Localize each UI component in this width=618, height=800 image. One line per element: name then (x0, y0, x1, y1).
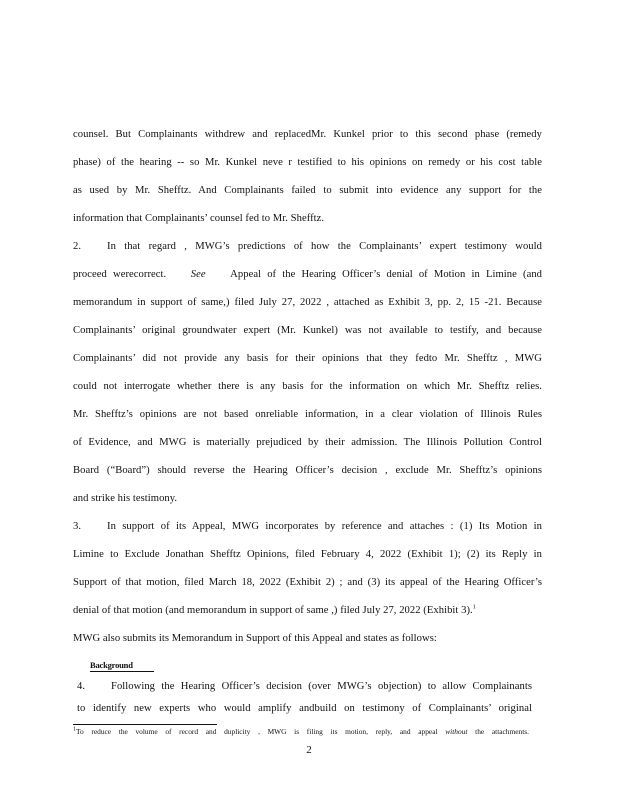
body-line: MWG also submits its Memorandum in Support of this Appeal and states as follows: (73, 633, 437, 644)
body-line: and strike his testimony. (73, 493, 178, 504)
paragraph-4-line: 4. Following the Hearing Officer’s decision (over MWG’s objection) to allow Complainants (77, 681, 532, 692)
paragraph-number: 2. (73, 241, 82, 252)
paragraph-number: 3. (73, 521, 82, 532)
paragraph-3-line: 3. In support of its Appeal, MWG incorporates by reference and attaches : (1) Its Motion in (73, 521, 542, 532)
heading-underline (90, 671, 154, 672)
body-line: phase) of the hearing -- so Mr. Kunkel neve r testified to his opinions on remedy or his cost table (73, 157, 542, 168)
footnote-separator (73, 724, 217, 725)
section-heading: Background (90, 660, 133, 670)
body-line: Complainants’ did not provide any basis for their opinions that they fedto Mr. Shefftz , MWG (73, 353, 542, 364)
footnote: $^1$To reduce the volume of record and duplicity , MWG is filing its motion, reply, and appeal without the attachments. (73, 726, 530, 736)
body-line: memorandum in support of same,) filed July 27, 2022 , attached as Exhibit 3, pp. 2, 15 -21. Because (73, 297, 542, 308)
body-line: information that Complainants’ counsel fed to Mr. Shefftz. (73, 213, 325, 224)
page-number: 2 (306, 744, 312, 756)
paragraph-2-line: 2. In that regard , MWG’s predictions of how the Complainants’ expert testimony would (73, 241, 542, 252)
body-line: Support of that motion, filed March 18, 2022 (Exhibit 2) ; and (3) its appeal of the Hearing Officer’s (73, 577, 542, 588)
paragraph-number: 4. (77, 681, 86, 692)
body-line: Complainants’ original groundwater expert (Mr. Kunkel) was not available to testify, and because (73, 325, 542, 336)
body-line: of Evidence, and MWG is materially prejudiced by their admission. The Illinois Pollution Control (73, 437, 542, 448)
body-line: Board (“Board”) should reverse the Hearing Officer’s decision , exclude Mr. Shefftz’s opinions (73, 465, 542, 476)
body-line: proceed werecorrect. See Appeal of the Hearing Officer’s denial of Motion in Limine (and (73, 269, 543, 280)
footnote-reference[interactable]: 1 (472, 604, 476, 611)
body-line: as used by Mr. Shefftz. And Complainants failed to submit into evidence any support for the (73, 185, 542, 196)
body-line: Limine to Exclude Jonathan Shefftz Opinions, filed February 4, 2022 (Exhibit 1); (2) its Reply in (73, 549, 542, 560)
body-line: Mr. Shefftz’s opinions are not based onreliable information, in a clear violation of Illinois Rules (73, 409, 542, 420)
body-line: counsel. But Complainants withdrew and replacedMr. Kunkel prior to this second phase (remedy (73, 129, 542, 140)
body-line: could not interrogate whether there is any basis for the information on which Mr. Shefftz relies. (73, 381, 542, 392)
citation-signal: See (190, 269, 206, 280)
body-line: to identify new experts who would amplify andbuild on testimony of Complainants’ original (77, 703, 532, 714)
body-line: denial of that motion (and memorandum in support of same ,) filed July 27, 2022 (Exhibit 3).$^1$ (73, 604, 476, 616)
